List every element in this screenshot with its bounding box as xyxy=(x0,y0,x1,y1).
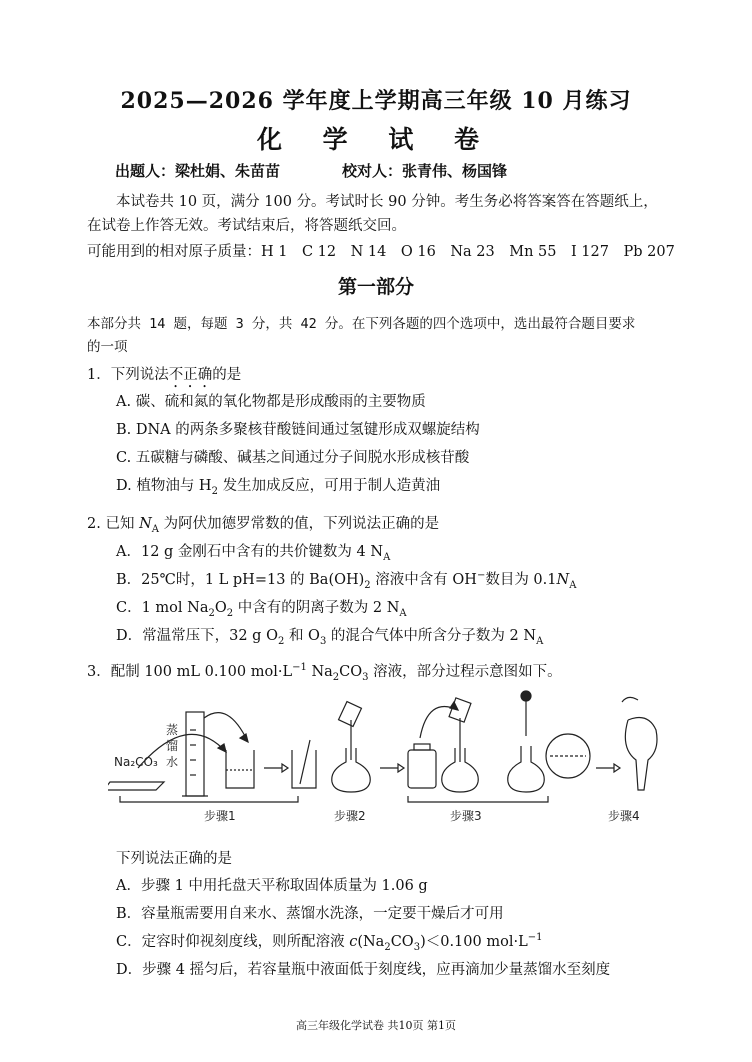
intro-line-2: 在试卷上作答无效。考试结束后，将答题纸交回。 xyxy=(87,218,406,234)
q1-option-a: A. 碳、硫和氮的氧化物都是形成酸雨的主要物质 xyxy=(116,394,426,410)
q2-option-c: C．1 mol $Na_2O_2$ 中含有的阴离子数为 2 $N_A$ xyxy=(116,600,407,619)
q3-option-b: B．容量瓶需要用自来水、蒸馏水洗涤，一定要干燥后才可用 xyxy=(116,906,504,922)
q2-option-a: A．12 g 金刚石中含有的共价键数为 4 $N_A$ xyxy=(116,544,391,563)
q1-stem: 1．下列说法不正确的是 xyxy=(87,367,242,383)
q3-stem: 3．配制 100 mL 0.100 $mol\cdot L^{-1}$ $Na_2CO_3$ 溶液，部分过程示意图如下。 xyxy=(87,662,562,683)
pouring-beaker-icon xyxy=(339,702,362,727)
preparation-procedure-figure xyxy=(108,690,668,830)
authors-line xyxy=(115,160,507,181)
volumetric-flask-3-icon xyxy=(508,746,544,792)
q3-option-d: D．步骤 4 摇匀后，若容量瓶中液面低于刻度线，应再滴加少量蒸馏水至刻度 xyxy=(116,962,611,978)
step2-label: 步骤2 xyxy=(334,809,366,823)
inverted-flask-icon xyxy=(625,718,657,790)
distilled-water-label-2: 馏 xyxy=(166,739,179,753)
q3-option-a: A．步骤 1 中用托盘天平称取固体质量为 1.06 g xyxy=(116,878,428,894)
q1-emphasis: 不正确 xyxy=(168,367,213,383)
section-instructions-1: 本部分共 14 题，每题 3 分，共 42 分。在下列各题的四个选项中，选出最符合题目要求 xyxy=(87,316,636,332)
q1-option-b: B. DNA 的两条多聚核苷酸链间通过氢键形成双螺旋结构 xyxy=(116,422,480,438)
distilled-water-label-1: 蒸 xyxy=(166,723,179,737)
beaker-icon xyxy=(226,750,254,788)
hand-icon xyxy=(622,697,638,702)
intro-line-1: 本试卷共 10 页，满分 100 分。考试时长 90 分钟。考生务必将答案答在答题纸上， xyxy=(116,194,658,210)
distilled-water-label-3: 水 xyxy=(166,755,179,769)
q3-question: 下列说法正确的是 xyxy=(116,851,232,867)
section-title: 第一部分 xyxy=(337,276,414,298)
step1-bracket xyxy=(120,796,298,802)
section-instructions-2: 的一项 xyxy=(87,339,128,355)
graduated-cylinder-icon xyxy=(186,712,204,796)
step1-label: 步骤1 xyxy=(204,809,236,823)
exam-title: 2025—2026 学年度上学期高三年级 10 月练习 xyxy=(120,88,632,114)
question-setters: 出题人：梁杜娟、朱苗苗 xyxy=(115,162,281,180)
q2-option-d: D．常温常压下，32 g $O_2$ 和 $O_3$ 的混合气体中所含分子数为 2 $N_A$ xyxy=(116,628,544,647)
q2-option-b: B．25℃时，1 L pH=13 的 $Ba(OH)_2$ 溶液中含有 OH−数目为 $0.1N_A$ xyxy=(116,570,577,591)
step4-label: 步骤4 xyxy=(608,809,640,823)
na2co3-label: Na₂CO₃ xyxy=(114,755,158,769)
page-footer: 高三年级化学试卷 共10页 第1页 xyxy=(296,1019,456,1032)
pour-arrow-2 xyxy=(420,707,458,739)
atomic-masses: 可能用到的相对原子质量：H 1 C 12 N 14 O 16 Na 23 Mn 55 I 127 Pb 207 xyxy=(87,244,675,260)
stirring-rod-icon xyxy=(300,740,310,784)
wash-bottle-icon xyxy=(408,750,436,788)
q3-option-c: C．定容时仰视刻度线，则所配溶液 $c(Na_2CO_3)<0.100$ $mol\cdot L^{-1}$ xyxy=(116,932,543,953)
subject-title: 化 学 试 卷 xyxy=(256,125,496,154)
q1-option-d: D. 植物油与 $H_2$ 发生加成反应，可用于制人造黄油 xyxy=(116,478,441,497)
q1-option-c: C. 五碳糖与磷酸、碱基之间通过分子间脱水形成核苷酸 xyxy=(116,450,470,466)
step3-label: 步骤3 xyxy=(450,809,482,823)
weighing-paper-icon xyxy=(108,782,164,790)
q2-stem: 2. 已知 $N_A$ 为阿伏加德罗常数的值，下列说法正确的是 xyxy=(87,516,440,535)
step3-bracket xyxy=(408,796,548,802)
proofreaders: 校对人：张青伟、杨国锋 xyxy=(342,162,508,180)
